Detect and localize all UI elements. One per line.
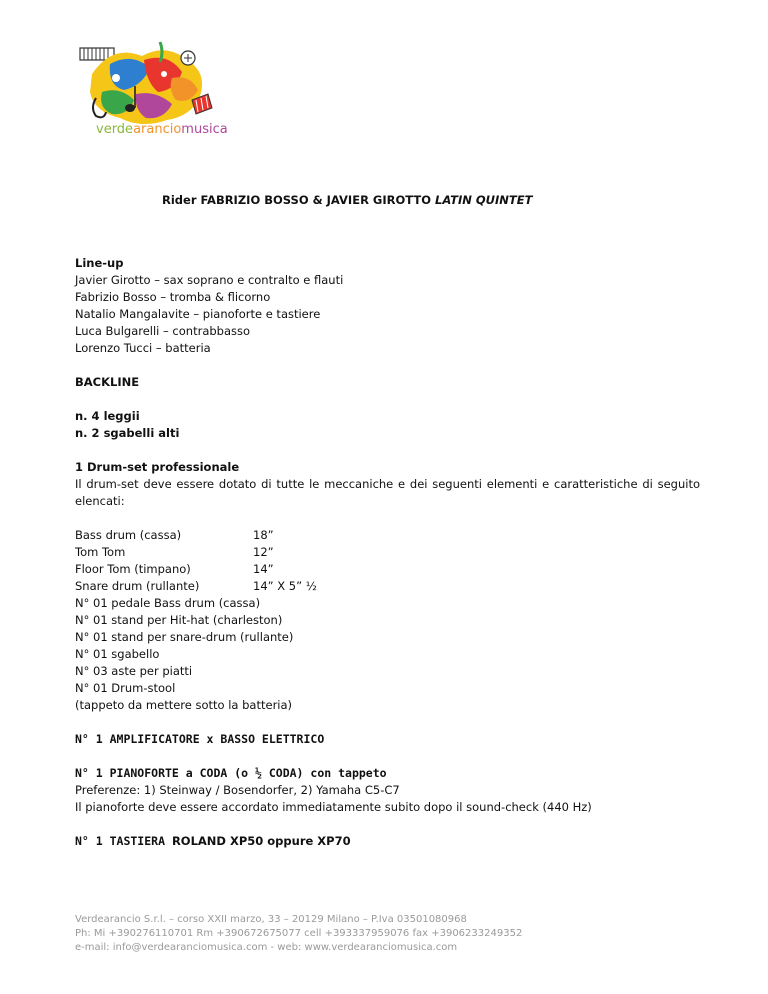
logo-word-musica: musica xyxy=(181,122,228,137)
drum-heading: 1 Drum-set professionale xyxy=(75,460,240,474)
logo-wordmark xyxy=(96,122,228,137)
lineup-member: Fabrizio Bosso – tromba & flicorno xyxy=(75,290,271,304)
piano-preferences: Preferenze: 1) Steinway / Bosendorfer, 2) Yamaha C5-C7 xyxy=(75,783,400,797)
drum-part-size: 12” xyxy=(253,545,274,559)
document-title xyxy=(162,193,532,207)
drum-part-name: Bass drum (cassa) xyxy=(75,528,182,542)
keyboard-heading xyxy=(75,833,700,850)
piano-heading: N° 1 PIANOFORTE a CODA (o ½ CODA) con tappeto xyxy=(75,766,387,780)
lineup-member: Javier Girotto – sax soprano e contralto e flauti xyxy=(75,273,344,287)
keyboard-heading-prefix: N° 1 TASTIERA xyxy=(75,834,172,848)
drum-size-row xyxy=(75,527,700,544)
drum-extra: N° 01 sgabello xyxy=(75,647,160,661)
drum-size-row xyxy=(75,544,700,561)
drum-extra: N° 01 stand per snare-drum (rullante) xyxy=(75,630,294,644)
drum-extra: N° 01 pedale Bass drum (cassa) xyxy=(75,596,261,610)
logo-word-verde: verde xyxy=(96,122,134,137)
rider-content xyxy=(75,255,700,850)
title-italic: LATIN QUINTET xyxy=(435,193,533,207)
lineup-member: Natalio Mangalavite – pianoforte e tastiere xyxy=(75,307,321,321)
backline-item: n. 4 leggii xyxy=(75,409,140,423)
lineup-member: Lorenzo Tucci – batteria xyxy=(75,341,211,355)
drum-extra: N° 01 stand per Hit-hat (charleston) xyxy=(75,613,283,627)
footer-phones: Ph: Mi +390276110701 Rm +390672675077 cell +393337959076 fax +3906233249352 xyxy=(75,928,523,939)
lineup-member: Luca Bulgarelli – contrabbasso xyxy=(75,324,251,338)
drum-part-size: 14” xyxy=(253,562,274,576)
drum-extra: (tappeto da mettere sotto la batteria) xyxy=(75,698,293,712)
drum-description: Il drum-set deve essere dotato di tutte le meccaniche e dei seguenti elementi e caratteristiche di seguito elencati: xyxy=(75,477,700,508)
keyboard-heading-model: ROLAND XP50 oppure XP70 xyxy=(171,834,351,848)
title-prefix: Rider FABRIZIO BOSSO & JAVIER GIROTTO xyxy=(162,193,436,207)
drum-extra: N° 03 aste per piatti xyxy=(75,664,193,678)
drum-size-row xyxy=(75,561,700,578)
drum-extra: N° 01 Drum-stool xyxy=(75,681,176,695)
amp-heading: N° 1 AMPLIFICATORE x BASSO ELETTRICO xyxy=(75,732,325,746)
drum-part-size: 18” xyxy=(253,528,274,542)
footer-web: e-mail: info@verdearanciomusica.com - web: www.verdearanciomusica.com xyxy=(75,942,458,953)
piano-note: Il pianoforte deve essere accordato immediatamente subito dopo il sound-check (440 Hz) xyxy=(75,800,592,814)
footer-company: Verdearancio S.r.l. – corso XXII marzo, 33 – 20129 Milano – P.Iva 03501080968 xyxy=(75,914,467,925)
drum-part-size: 14” X 5” ½ xyxy=(253,579,317,593)
lineup-heading: Line-up xyxy=(75,256,124,270)
drum-part-name: Tom Tom xyxy=(75,545,126,559)
logo-word-arancio: arancio xyxy=(133,122,182,137)
backline-item: n. 2 sgabelli alti xyxy=(75,426,180,440)
footer-contact xyxy=(75,913,695,955)
drum-size-row xyxy=(75,578,700,595)
drum-part-name: Snare drum (rullante) xyxy=(75,579,200,593)
drum-part-name: Floor Tom (timpano) xyxy=(75,562,191,576)
backline-heading: BACKLINE xyxy=(75,375,140,389)
